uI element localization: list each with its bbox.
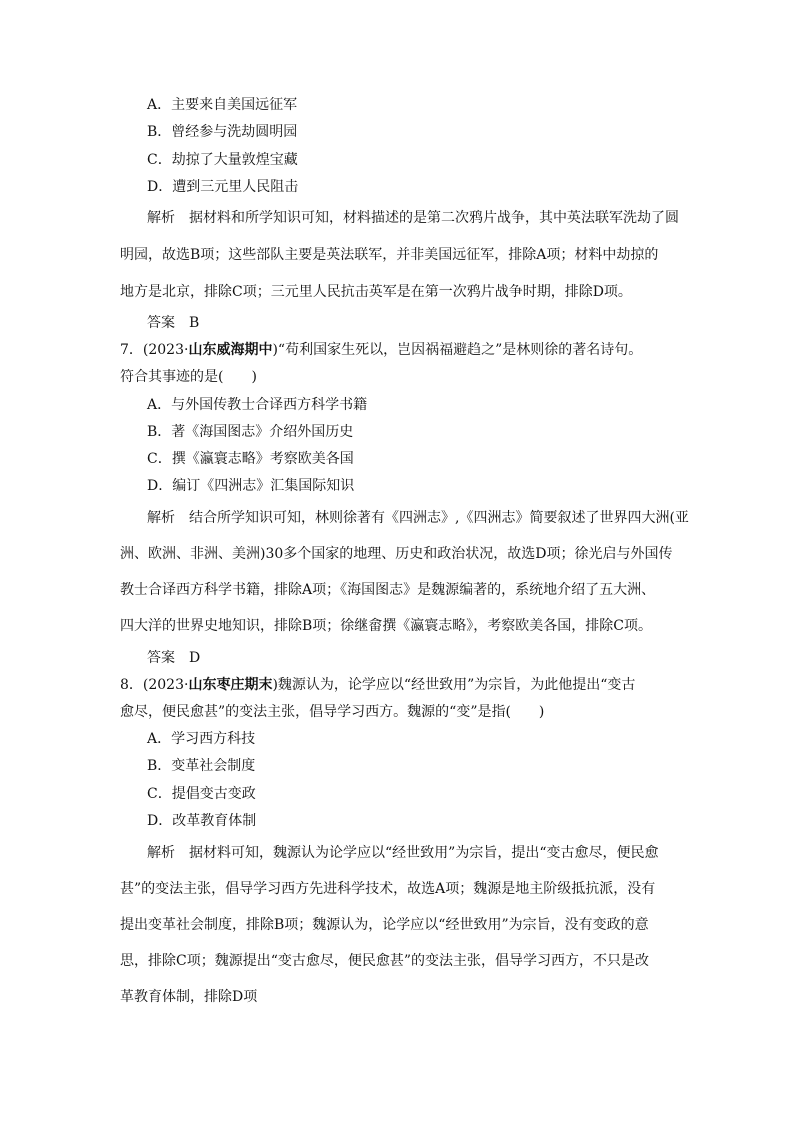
q7-analysis-line-1 — [147, 510, 689, 526]
question-stem: )“苟利国家生死以，岂因祸福避趋之”是林则徐的著名诗句。 — [272, 342, 643, 358]
analysis-text: 结合所学知识可知，林则徐著有《四洲志》,《四洲志》简要叙述了世界四大洲(亚 — [189, 510, 689, 526]
q8-option-d: D．改革教育体制 — [147, 813, 257, 829]
answer-value: B — [189, 315, 200, 331]
q6-analysis-line-1 — [147, 210, 679, 226]
analysis-label: 解析 — [147, 510, 175, 526]
analysis-text: 据材料和所学知识可知，材料描述的是第二次鸦片战争，其中英法联军洗劫了圆 — [189, 210, 679, 226]
q7-option-b: B．著《海国图志》介绍外国历史 — [147, 424, 354, 440]
q8-analysis-line-5: 革教育体制，排除D项 — [120, 989, 258, 1005]
question-source: 山东威海期中 — [188, 342, 273, 358]
q8-option-c: C．提倡变古变政 — [147, 786, 256, 802]
q8-option-b: B．变革社会制度 — [147, 758, 256, 774]
analysis-label: 解析 — [147, 845, 175, 861]
q6-answer — [147, 315, 199, 331]
question-stem: )魏源认为，论学应以“经世致用”为宗旨，为此他提出“变古 — [272, 677, 636, 693]
question-source: 山东枣庄期末 — [188, 677, 273, 693]
q8-analysis-line-1 — [147, 845, 658, 861]
q7-analysis-line-3: 教士合译西方科学书籍，排除A项；《海国图志》是魏源编著的，系统地介绍了五大洲、 — [120, 582, 656, 598]
q8-stem-line-1 — [120, 677, 635, 693]
q8-option-a: A．学习西方科技 — [147, 731, 256, 747]
q6-option-b: B．曾经参与洗劫圆明园 — [147, 124, 298, 140]
q6-option-a: A．主要来自美国远征军 — [147, 97, 298, 113]
q7-stem-line-2: 符合其事迹的是( ) — [120, 369, 257, 385]
q8-analysis-line-4: 思，排除C项；魏源提出“变古愈尽，便民愈甚”的变法主张，倡导学习西方，不只是改 — [120, 953, 650, 969]
q7-option-d: D．编订《四洲志》汇集国际知识 — [147, 478, 355, 494]
analysis-label: 解析 — [147, 210, 175, 226]
q6-analysis-line-3: 地方是北京，排除C项；三元里人民抗击英军是在第一次鸦片战争时期，排除D项。 — [120, 284, 632, 300]
q7-analysis-line-2: 洲、欧洲、非洲、美洲)30多个国家的地理、历史和政治状况，故选D项；徐光启与外国传 — [120, 546, 673, 562]
question-number: 7．(2023· — [120, 342, 189, 358]
answer-label: 答案 — [147, 315, 175, 331]
q6-option-c: C．劫掠了大量敦煌宝藏 — [147, 152, 298, 168]
q7-analysis-line-4: 四大洋的世界史地知识，排除B项；徐继畲撰《瀛寰志略》，考察欧美各国，排除C项。 — [120, 618, 652, 634]
q7-answer — [147, 650, 200, 666]
answer-label: 答案 — [147, 650, 175, 666]
analysis-text: 据材料可知，魏源认为论学应以“经世致用”为宗旨，提出“变古愈尽，便民愈 — [189, 845, 659, 861]
q6-option-d: D．遭到三元里人民阻击 — [147, 179, 299, 195]
q8-analysis-line-3: 提出变革社会制度，排除B项；魏源认为，论学应以“经世致用”为宗旨，没有变政的意 — [120, 917, 649, 933]
q8-stem-line-2: 愈尽，便民愈甚”的变法主张，倡导学习西方。魏源的“变”是指( ) — [120, 704, 545, 720]
q7-option-c: C．撰《瀛寰志略》考察欧美各国 — [147, 451, 354, 467]
q7-stem-line-1 — [120, 342, 642, 358]
answer-value: D — [189, 650, 201, 666]
q6-analysis-line-2: 明园，故选B项；这些部队主要是英法联军，并非美国远征军，排除A项；材料中劫掠的 — [120, 247, 659, 263]
question-number: 8．(2023· — [120, 677, 189, 693]
q7-option-a: A．与外国传教士合译西方科学书籍 — [147, 397, 368, 413]
q8-analysis-line-2: 甚”的变法主张，倡导学习西方先进科学技术，故选A项；魏源是地主阶级抵抗派，没有 — [120, 881, 656, 897]
